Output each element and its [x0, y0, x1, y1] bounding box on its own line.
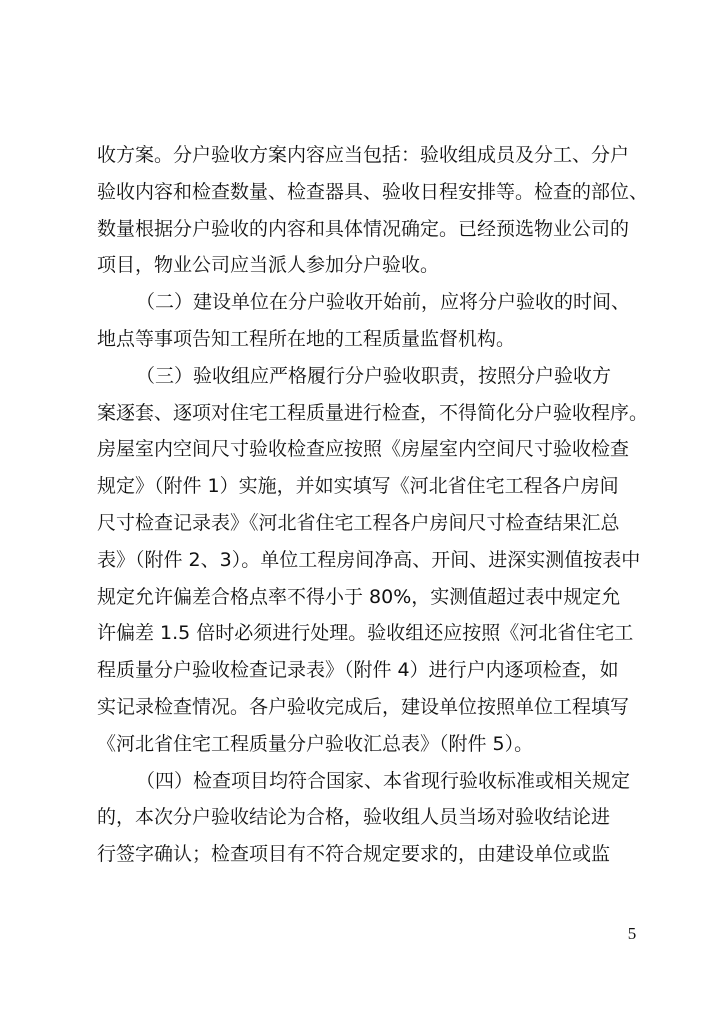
- text-line: 收方案。分户验收方案内容应当包括：验收组成员及分工、分户: [97, 144, 630, 166]
- text-line: 尺寸检查记录表》《河北省住宅工程各户房间尺寸检查结果汇总: [97, 511, 620, 534]
- text-line: 规定允许偏差合格点率不得小于 80%，实测值超过表中规定允: [97, 585, 621, 608]
- text-line: 项目，物业公司应当派人参加分户验收。: [97, 254, 440, 277]
- text-line: 许偏差 1.5 倍时必须进行处理。验收组还应按照《河北省住宅工: [97, 622, 634, 645]
- text-line: 地点等事项告知工程所在地的工程质量监督机构。: [97, 327, 516, 350]
- text-line: 实记录检查情况。各户验收完成后，建设单位按照单位工程填写: [97, 695, 630, 718]
- text-line: 验收内容和检查数量、检查器具、验收日程安排等。检查的部位、: [97, 180, 649, 203]
- text-line: 房屋室内空间尺寸验收检查应按照《房屋室内空间尺寸验收检查: [97, 438, 630, 461]
- paragraph-start-line: （三）验收组应严格履行分户验收职责，按照分户验收方: [136, 364, 612, 387]
- paragraph-start-line: （二）建设单位在分户验收开始前，应将分户验收的时间、: [136, 291, 631, 314]
- text-line: 《河北省住宅工程质量分户验收汇总表》（附件 5）。: [97, 732, 534, 755]
- text-line: 行签字确认；检查项目有不符合规定要求的，由建设单位或监: [97, 843, 611, 866]
- paragraph-start-line: （四）检查项目均符合国家、本省现行验收标准或相关规定: [136, 769, 631, 792]
- body-text: [97, 137, 649, 873]
- text-line: 案逐套、逐项对住宅工程质量进行检查，不得简化分户验收程序。: [97, 401, 649, 424]
- text-line: 数量根据分户验收的内容和具体情况确定。已经预选物业公司的: [97, 217, 630, 240]
- text-line: 表》（附件 2、3）。单位工程房间净高、开间、进深实测值按表中: [97, 548, 641, 571]
- text-line: 规定》（附件 1）实施，并如实填写《河北省住宅工程各户房间: [97, 475, 619, 498]
- page-number: 5: [627, 924, 637, 943]
- text-line: 的，本次分户验收结论为合格，验收组人员当场对验收结论进: [97, 806, 611, 829]
- text-line: 程质量分户验收检查记录表》（附件 4）进行户内逐项检查，如: [97, 659, 619, 682]
